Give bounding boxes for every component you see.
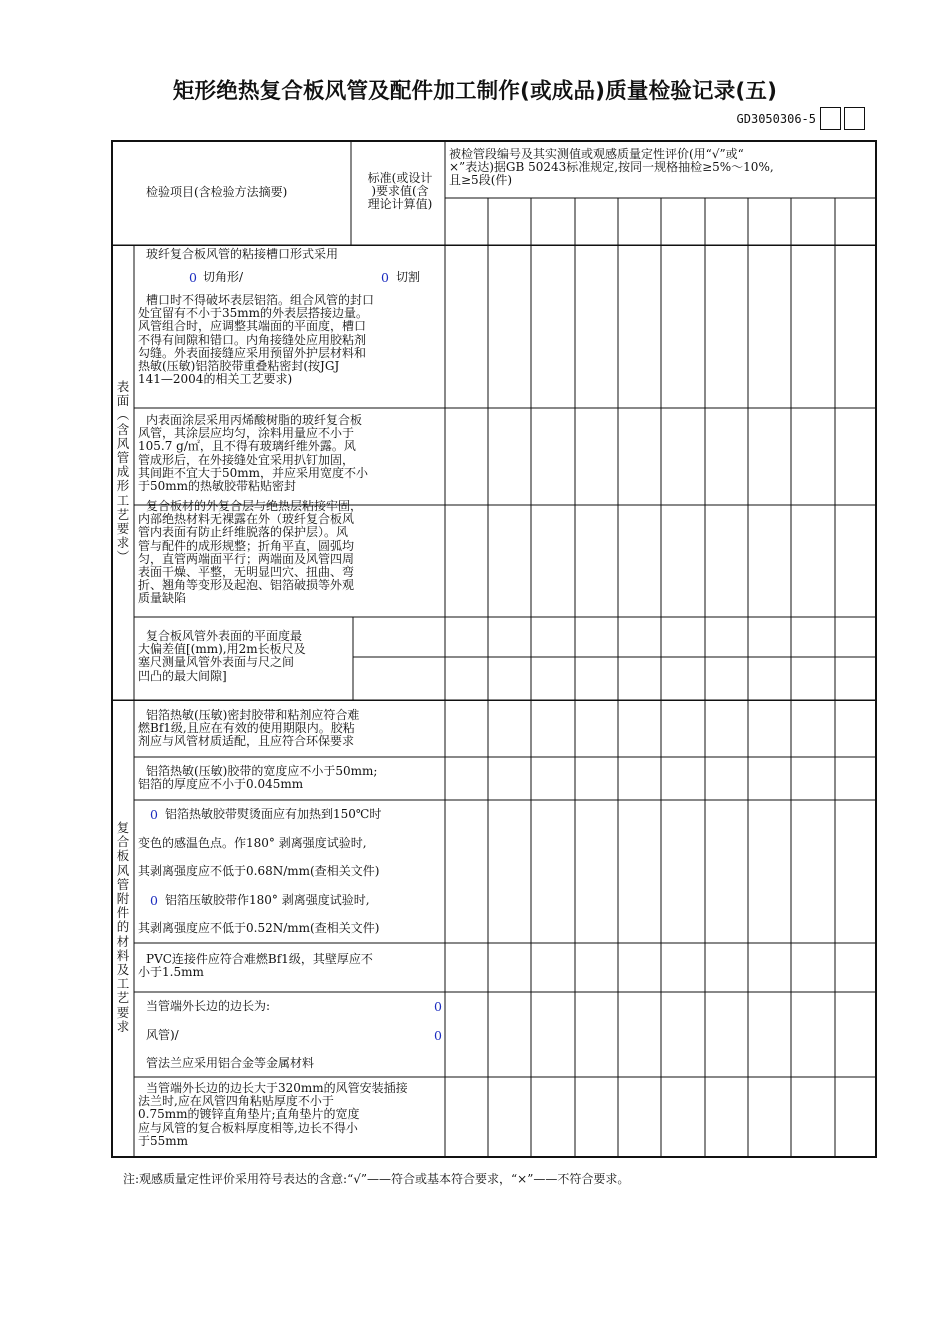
r9-line2: 风管)/ [146, 1028, 179, 1042]
r1-option-2-label: 切割 [396, 270, 421, 284]
r5-text: 铝箔热敏(压敏)密封胶带和粘剂应符合难 燃Bf1级,且应在有效的使用期限内。胶粘 剂应与风管材质适配，且应符合环保要求 [138, 708, 360, 749]
footnote: 注:观感质量定性评价采用符号表达的含意:“√”——符合或基本符合要求，“×”——不符合要求。 [123, 1172, 630, 1186]
r7-line1: 铝箔热敏胶带熨烫面应有加热到150℃时 [165, 807, 382, 821]
header-item: 检验项目(含检验方法摘要) [146, 185, 288, 199]
r7-line3: 其剥离强度应不低于0.68N/mm(查相关文件) [138, 864, 380, 878]
page-title: 矩形绝热复合板风管及配件加工制作(或成品)质量检验记录(五) [172, 79, 778, 104]
header-eval: 被检管段编号及其实测值或观感质量定性评价(用“√”或“ ×”表达)据GB 50243标准规定,按同一规格抽检≥5%～10%, 且≥5段(件) [449, 147, 774, 188]
group-label-accessories: 复 合 板 风 管 附 件 的 材 料 及 工 艺 要 求 [116, 820, 130, 1034]
group-label-surface: 表 面 ︵ 含 风 管 成 形 工 艺 要 求 ︶ [116, 379, 130, 565]
r1-option-1-value[interactable]: 0 [189, 270, 197, 285]
r10-text: 当管端外长边的边长大于320mm的风管安装插接 法兰时,应在风管四角粘贴厚度不小于 0.75mm的镀锌直角垫片;直角垫片的宽度 应与风管的复合板料厚度相等,边长不得小 于55mm [138, 1081, 408, 1148]
r7-line4: 铝箔压敏胶带作180° 剥离强度试验时, [165, 893, 370, 907]
r1-option-1-label: 切角形/ [203, 270, 244, 284]
r9-value-2[interactable]: 0 [434, 1028, 442, 1043]
r1-line1: 玻纤复合板风管的粘接槽口形式采用 [146, 247, 339, 261]
r7-value-1[interactable]: 0 [150, 807, 158, 822]
r9-line1: 当管端外长边的边长为: [146, 999, 271, 1013]
form-code: GD3050306-5 [736, 112, 816, 126]
r9-value-1[interactable]: 0 [434, 999, 442, 1014]
r7-line5: 其剥离强度应不低于0.52N/mm(查相关文件) [138, 921, 380, 935]
r1-text: 槽口时不得破坏表层铝箔。组合风管的封口 处宜留有不小于35mm的外表层搭接边量。 风管组合时，应调整其端面的平面度，槽口 不得有间隙和错口。内角接缝处应用胶粘剂 勾缝。外表面接缝应采用预留外护层材料和 热敏(压敏)铝箔胶带重叠粘密封(按JGJ 141—2004的相关工艺要求) [138, 293, 375, 387]
r7-line2: 变色的感温色点。作180° 剥离强度试验时, [138, 836, 367, 850]
header-standard: 标准(或设计 )要求值(含 理论计算值) [367, 171, 433, 212]
r3-text: 复合板材的外复合层与绝热层粘接牢固， 内部绝热材料无裸露在外（玻纤复合板风 管内表面有防止纤维脱落的保护层）。风 管与配件的成形规整；折角平直，圆弧均 匀，直管两端面平行；两端面及风管四周 表面干燥、平整，无明显凹穴、扭曲、弯 折、翘角等变形及起泡、铝箔破损等外观 质量缺陷 [138, 499, 363, 606]
r1-option-2-value[interactable]: 0 [381, 270, 389, 285]
r6-text: 铝箔热敏(压敏)胶带的宽度应不小于50mm; 铝箔的厚度应不小于0.045mm [138, 764, 378, 792]
r7-value-2[interactable]: 0 [150, 893, 158, 908]
r4-text: 复合板风管外表面的平面度最 大偏差值[(mm),用2m长板尺及 塞尺测量风管外表面与尺之间 凹凸的最大间隙] [138, 629, 306, 683]
r9-line3: 管法兰应采用铝合金等金属材料 [146, 1056, 315, 1070]
r8-text: PVC连接件应符合难燃Bf1级，其壁厚应不 小于1.5mm [138, 952, 373, 980]
r2-text: 内表面涂层采用丙烯酸树脂的玻纤复合板 风管，其涂层应均匀，涂料用量应不小于 105.7 g/㎡，且不得有玻璃纤维外露。风 管成形后，在外接缝处宜采用扒钉加固， 其间距不宜大于50mm，并应采用宽度不小 于50mm的热敏胶带粘贴密封 [138, 413, 369, 494]
